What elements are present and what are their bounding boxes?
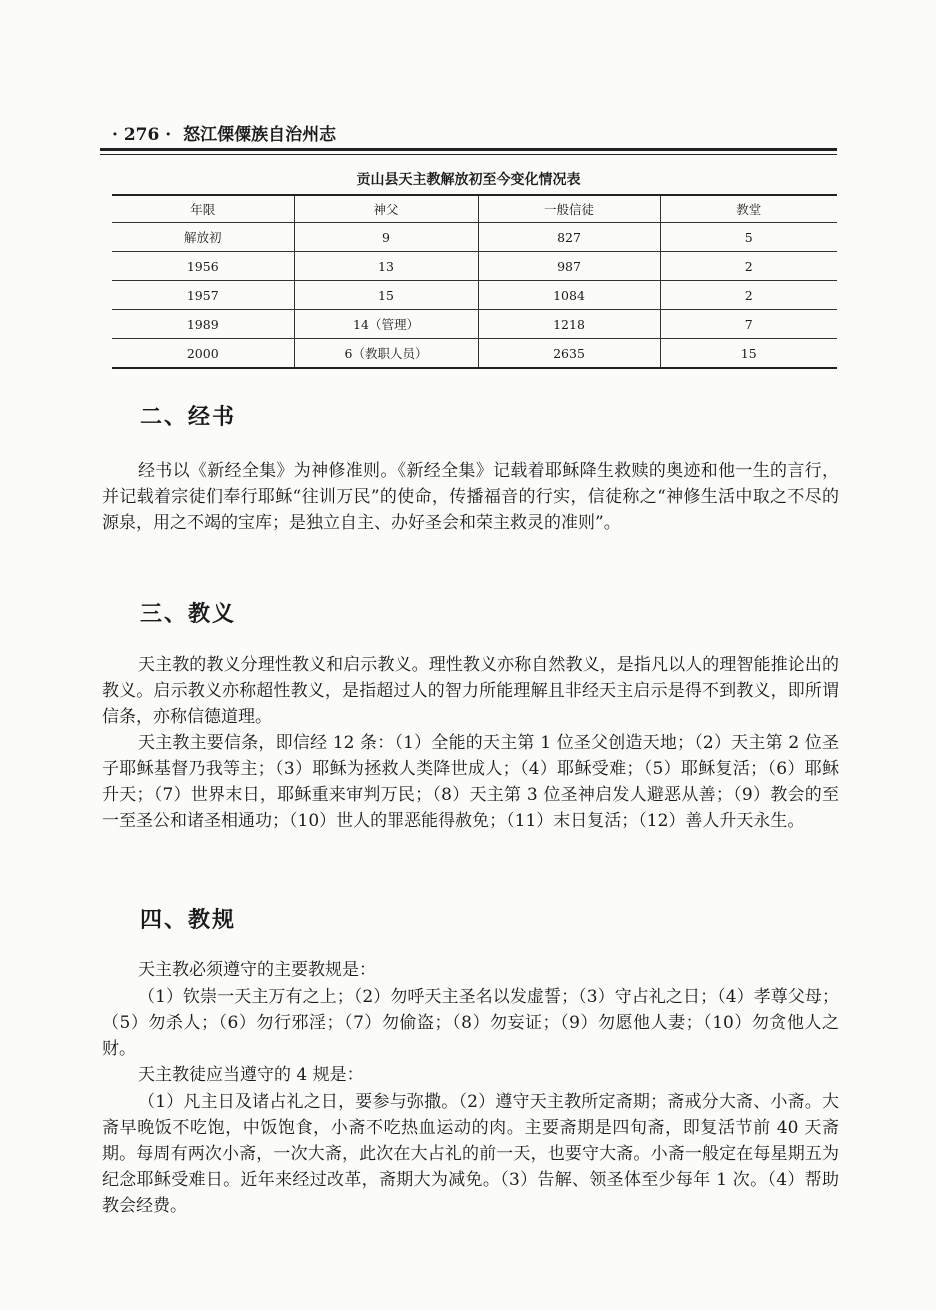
table-cell: 13 bbox=[294, 252, 478, 281]
table-row bbox=[112, 339, 837, 369]
header-rule-thick bbox=[100, 148, 837, 151]
table-cell: 987 bbox=[478, 252, 660, 281]
paragraph-scriptures: 经书以《新经全集》为神修准则。《新经全集》记载着耶稣降生救赎的奥迹和他一生的言行，并记载着宗徒们奉行耶稣“往训万民”的使命，传播福音的行实，信徒称之“神修生活中取之不尽的源泉，用之不竭的宝库；是独立自主、办好圣会和荣主救灵的准则”。 bbox=[102, 461, 839, 533]
table-cell: 1989 bbox=[112, 310, 294, 339]
table-row bbox=[112, 281, 837, 310]
section-heading-scriptures: 二、经书 bbox=[140, 404, 237, 430]
paragraph-commandments: （1）钦崇一天主万有之上；（2）勿呼天主圣名以发虚誓；（3）守占礼之日；（4）孝尊父母；（5）勿杀人；（6）勿行邪淫；（7）勿偷盗；（8）勿妄证；（9）勿愿他人妻；（10）勿贪他人之财。 bbox=[102, 987, 839, 1059]
table-cell: 7 bbox=[660, 310, 837, 339]
table-row bbox=[112, 223, 837, 252]
statistics-table bbox=[112, 194, 837, 369]
header-rule-thin bbox=[100, 154, 837, 155]
column-header-believers: 一般信徒 bbox=[478, 195, 660, 223]
table-cell: 1957 bbox=[112, 281, 294, 310]
table-cell: 2 bbox=[660, 281, 837, 310]
page-number: · 276 · bbox=[112, 125, 172, 145]
paragraph-doctrine-types: 天主教的教义分理性教义和启示教义。理性教义亦称自然教义，是指凡以人的理智能推论出的教义。启示教义亦称超性教义，是指超过人的智力所能理解且非经天主启示是得不到教义，即所谓信条，亦称信德道理。 bbox=[102, 655, 839, 727]
paragraph-creed-articles: 天主教主要信条，即信经 12 条：（1）全能的天主第 1 位圣父创造天地；（2）天主第 2 位圣子耶稣基督乃我等主；（3）耶稣为拯救人类降世成人；（4）耶稣受难；（5）耶稣复活；（6）耶稣升天；（7）世界末日，耶稣重来审判万民；（8）天主第 3 位圣神启发人避恶从善；（9）教会的至一至圣公和诸圣相通功；（10）世人的罪恶能得赦免；（11）末日复活；（12）善人升天永生。 bbox=[102, 733, 839, 831]
table-cell: 1956 bbox=[112, 252, 294, 281]
table-cell: 1084 bbox=[478, 281, 660, 310]
running-header bbox=[112, 120, 837, 145]
table-cell: 9 bbox=[294, 223, 478, 252]
table-cell: 15 bbox=[294, 281, 478, 310]
column-header-year: 年限 bbox=[112, 195, 294, 223]
table-cell: 解放初 bbox=[112, 223, 294, 252]
paragraph-rules-intro: 天主教必须遵守的主要教规是： bbox=[138, 960, 376, 980]
table-cell: 2 bbox=[660, 252, 837, 281]
table-caption: 贡山县天主教解放初至今变化情况表 bbox=[356, 172, 581, 188]
table-cell: 15 bbox=[660, 339, 837, 369]
column-header-priests: 神父 bbox=[294, 195, 478, 223]
column-header-churches: 教堂 bbox=[660, 195, 837, 223]
paragraph-four-rules: （1）凡主日及诸占礼之日，要参与弥撒。（2）遵守天主教所定斋期；斋戒分大斋、小斋。大斋早晚饭不吃饱，中饭饱食，小斋不吃热血运动的肉。主要斋期是四旬斋，即复活节前 40 天斋期。每周有两次小斋，一次大斋，此次在大占礼的前一天，也要守大斋。小斋一般定在每星期五为纪念耶稣受难日。近年来经过改革，斋期大为减免。（3）告解、领圣体至少每年 1 次。（4）帮助教会经费。 bbox=[102, 1092, 839, 1216]
table-cell: 2635 bbox=[478, 339, 660, 369]
table-cell: 2000 bbox=[112, 339, 294, 369]
table-row bbox=[112, 310, 837, 339]
section-heading-doctrine: 三、教义 bbox=[140, 601, 237, 627]
book-title: 怒江傈僳族自治州志 bbox=[183, 125, 337, 145]
table-cell: 1218 bbox=[478, 310, 660, 339]
table-cell: 5 bbox=[660, 223, 837, 252]
paragraph-four-rules-intro: 天主教徒应当遵守的 4 规是： bbox=[138, 1065, 364, 1085]
section-heading-rules: 四、教规 bbox=[140, 907, 237, 933]
table-row bbox=[112, 252, 837, 281]
table-cell: 14（管理） bbox=[294, 310, 478, 339]
table-cell: 6（教职人员） bbox=[294, 339, 478, 369]
table-header-row bbox=[112, 195, 837, 223]
table-cell: 827 bbox=[478, 223, 660, 252]
